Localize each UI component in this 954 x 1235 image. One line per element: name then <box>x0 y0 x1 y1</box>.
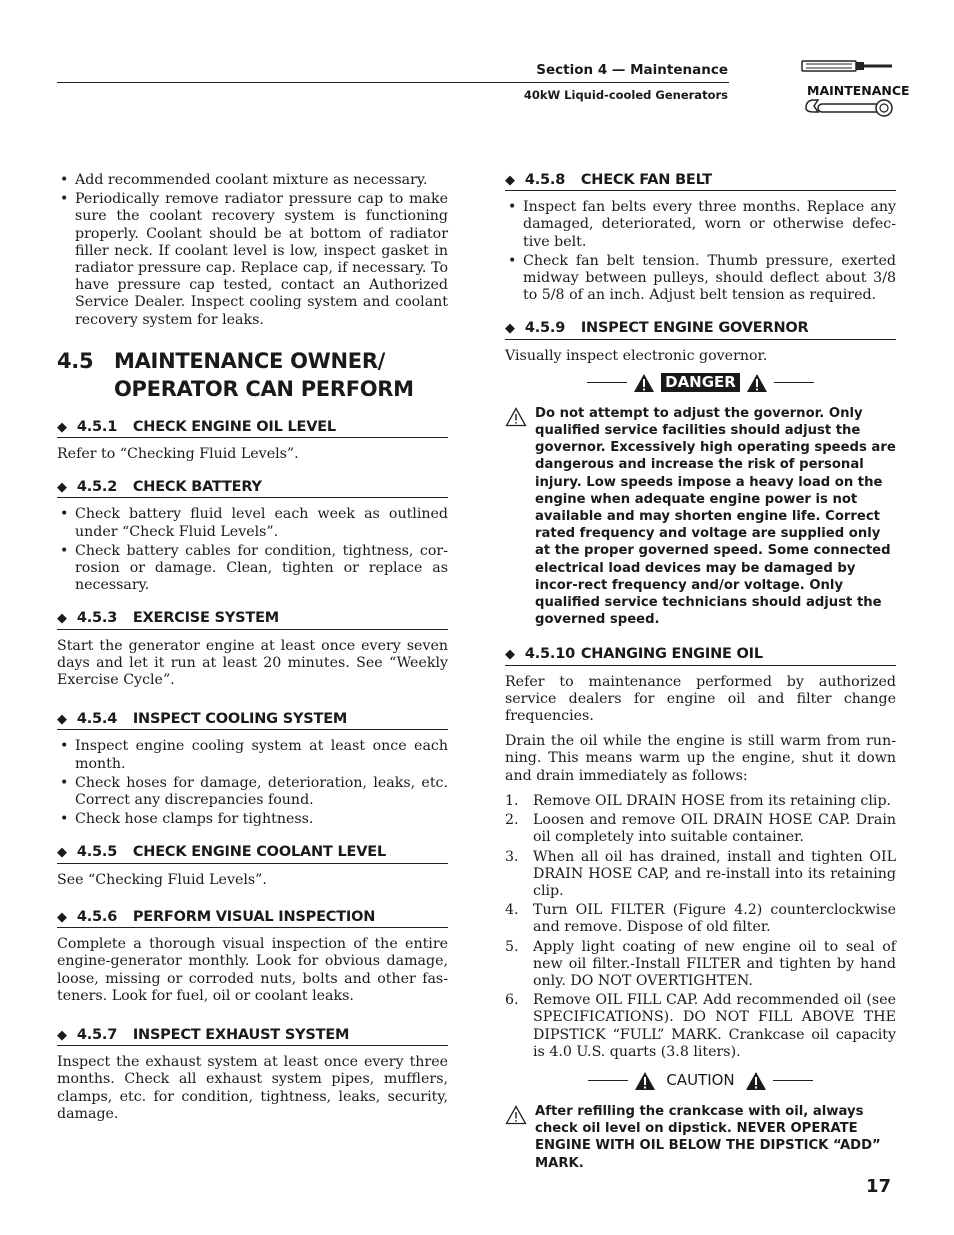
list-item: • Check battery cables for condition, tightness, cor-rosion or damage. Clean, tighten or replace as necessary. <box>57 543 448 595</box>
diamond-icon: ◆ <box>57 480 67 496</box>
header-rule <box>57 82 729 83</box>
subheading-4-5-3: ◆ 4.5.3 EXERCISE SYSTEM <box>57 610 448 629</box>
subheading-4-5-7: ◆ 4.5.7 INSPECT EXHAUST SYSTEM <box>57 1027 448 1046</box>
diamond-icon: ◆ <box>57 419 67 435</box>
paragraph: Visually inspect electronic governor. <box>505 347 768 364</box>
list-item: • Check battery fluid level each week as outlined under “Check Fluid Levels”. <box>57 506 448 540</box>
subheading-4-5-6: ◆ 4.5.6 PERFORM VISUAL INSPECTION <box>57 909 448 928</box>
caution-warning <box>505 1103 896 1172</box>
warning-triangle-icon <box>633 373 655 393</box>
subheading-4-5-9: ◆ 4.5.9 INSPECT ENGINE GOVERNOR <box>505 320 896 339</box>
left-column <box>57 172 448 1131</box>
subheading-4-5-4: ◆ 4.5.4 INSPECT COOLING SYSTEM <box>57 711 448 730</box>
section-title: MAINTENANCE OWNER/ OPERATOR CAN PERFORM <box>114 348 414 401</box>
list-item: 1. Remove OIL DRAIN HOSE from its retaining clip. <box>505 792 892 809</box>
paragraph: Refer to “Checking Fluid Levels”. <box>57 446 299 463</box>
page-number: 17 <box>866 1176 892 1197</box>
cooling-bullets <box>57 738 448 828</box>
list-item: 6. Remove OIL FILL CAP. Add recommended oil (see SPECIFICATIONS). DO NOT FILL ABOVE THE DIPSTICK “FULL” MARK. Crankcase oil capacity is 4.0 U.S. quarts (3.8 liters). <box>505 992 896 1060</box>
list-item: 5. Apply light coating of new engine oil to seal of new oil filter.-Install FILTER and tighten by hand only. DO NOT OVERTIGHTEN. <box>505 938 896 989</box>
list-item: • Periodically remove radiator pressure cap to make sure the coolant recovery system is functioning properly. Coolant should be at bottom of radiator filler neck. If coolant level is low, inspect gasket in radiator pressure cap. Replace cap, if necessary. To have pressure cap tested, contact an Authorized Service Dealer. Inspect cooling system and coolant recovery system for leaks. <box>57 191 448 329</box>
diamond-icon: ◆ <box>57 909 67 925</box>
paragraph: Inspect the exhaust system at least once every three months. Check all exhaust system pipes, mufflers, clamps, etc. for condition, tightness, leaks, security, damage. <box>57 1054 448 1122</box>
warning-triangle-icon <box>745 1071 767 1091</box>
battery-bullets <box>57 506 448 594</box>
danger-warning <box>505 405 896 629</box>
section-heading-4-5 <box>57 347 448 403</box>
subheading-4-5-2: ◆ 4.5.2 CHECK BATTERY <box>57 479 448 498</box>
subheading-4-5-8: ◆ 4.5.8 CHECK FAN BELT <box>505 172 896 191</box>
caution-outline-icon <box>505 405 535 629</box>
paragraph: Refer to maintenance performed by authorized service dealers for engine oil and filter change frequencies. <box>505 673 896 725</box>
list-item: 3. When all oil has drained, install and tighten OIL DRAIN HOSE CAP, and re-install into its retaining clip. <box>505 848 896 899</box>
diamond-icon: ◆ <box>505 321 515 337</box>
header-subtitle: 40kW Liquid-cooled Generators <box>523 88 728 102</box>
fan-belt-bullets <box>505 199 896 304</box>
list-item: • Check fan belt tension. Thumb pressure, exerted midway between pulleys, should deflect about 3/8 to 5/8 of an inch. Adjust belt tension as required. <box>505 253 896 305</box>
list-item: • Check hoses for damage, deterioration, leaks, etc. Correct any discrepancies found. <box>57 775 448 809</box>
coolant-bullets <box>57 172 448 329</box>
caution-label: CAUTION <box>666 1071 735 1090</box>
caution-text: After refilling the crankcase with oil, always check oil level on dipstick. NEVER OPERATE ENGINE WITH OIL BELOW THE DIPSTICK “ADD” MARK. <box>535 1103 881 1171</box>
paragraph: Start the generator engine at least once every seven days and let it run at least 20 minutes. See “Weekly Exercise Cycle”. <box>57 637 448 689</box>
divider <box>588 1080 628 1081</box>
caution-signal <box>505 1071 896 1091</box>
list-item: • Inspect engine cooling system at least once each month. <box>57 738 448 772</box>
diamond-icon: ◆ <box>505 173 515 188</box>
oil-change-steps <box>505 793 896 1061</box>
list-item: • Check hose clamps for tightness. <box>57 811 448 828</box>
list-item: 2. Loosen and remove OIL DRAIN HOSE CAP. Drain oil completely into suitable container. <box>505 812 896 846</box>
header-section-title: Section 4 — Maintenance <box>536 62 728 78</box>
paragraph: Drain the oil while the engine is still warm from run-ning. This means warm up the engine, shut it down and drain immediately as follows: <box>505 733 896 784</box>
list-item: • Inspect fan belts every three months. Replace any damaged, deteriorated, worn or otherwise defec-tive belt. <box>505 199 896 251</box>
diamond-icon: ◆ <box>57 845 67 861</box>
divider <box>773 1080 813 1081</box>
diamond-icon: ◆ <box>57 611 67 627</box>
maintenance-logo-icon <box>800 56 910 128</box>
warning-triangle-icon <box>746 373 768 393</box>
page-header <box>0 0 954 140</box>
list-item: • Add recommended coolant mixture as necessary. <box>57 172 448 189</box>
subheading-4-5-5: ◆ 4.5.5 CHECK ENGINE COOLANT LEVEL <box>57 844 448 863</box>
subheading-4-5-1: ◆ 4.5.1 CHECK ENGINE OIL LEVEL <box>57 419 448 438</box>
subheading-4-5-10: ◆ 4.5.10 CHANGING ENGINE OIL <box>505 646 896 665</box>
diamond-icon: ◆ <box>505 647 515 663</box>
divider <box>587 382 627 383</box>
paragraph: Complete a thorough visual inspection of the entire engine-generator monthly. Look for obvious damage, loose, missing or corroded nuts, bolts and other fas-teners. Look for fuel, oil or coolant leaks. <box>57 936 448 1004</box>
warning-triangle-icon <box>634 1071 656 1091</box>
diamond-icon: ◆ <box>57 712 67 728</box>
danger-label: DANGER <box>661 373 740 392</box>
section-number: 4.5 <box>57 348 94 373</box>
danger-text: Do not attempt to adjust the governor. Only qualified service facilities should adjust the governor. Excessively high operating speeds are dangerous and increase the risk of personal injury. Low speeds impose a heavy load on the engine when adequate engine power is not available and may shorten engine life. Correct rated frequency and voltage are supplied only at the proper governed speed. Some connected electrical load devices may be damaged by incor-rect frequency and/or voltage. Only qualified service technicians should adjust the governed speed. <box>535 405 896 628</box>
paragraph: See “Checking Fluid Levels”. <box>57 871 267 888</box>
divider <box>774 382 814 383</box>
caution-outline-icon <box>505 1103 535 1172</box>
list-item: 4. Turn OIL FILTER (Figure 4.2) counterclockwise and remove. Dispose of old filter. <box>505 902 896 936</box>
diamond-icon: ◆ <box>57 1027 67 1043</box>
right-column <box>505 172 896 1182</box>
danger-signal <box>505 373 896 393</box>
svg-text:MAINTENANCE: MAINTENANCE <box>807 83 910 98</box>
